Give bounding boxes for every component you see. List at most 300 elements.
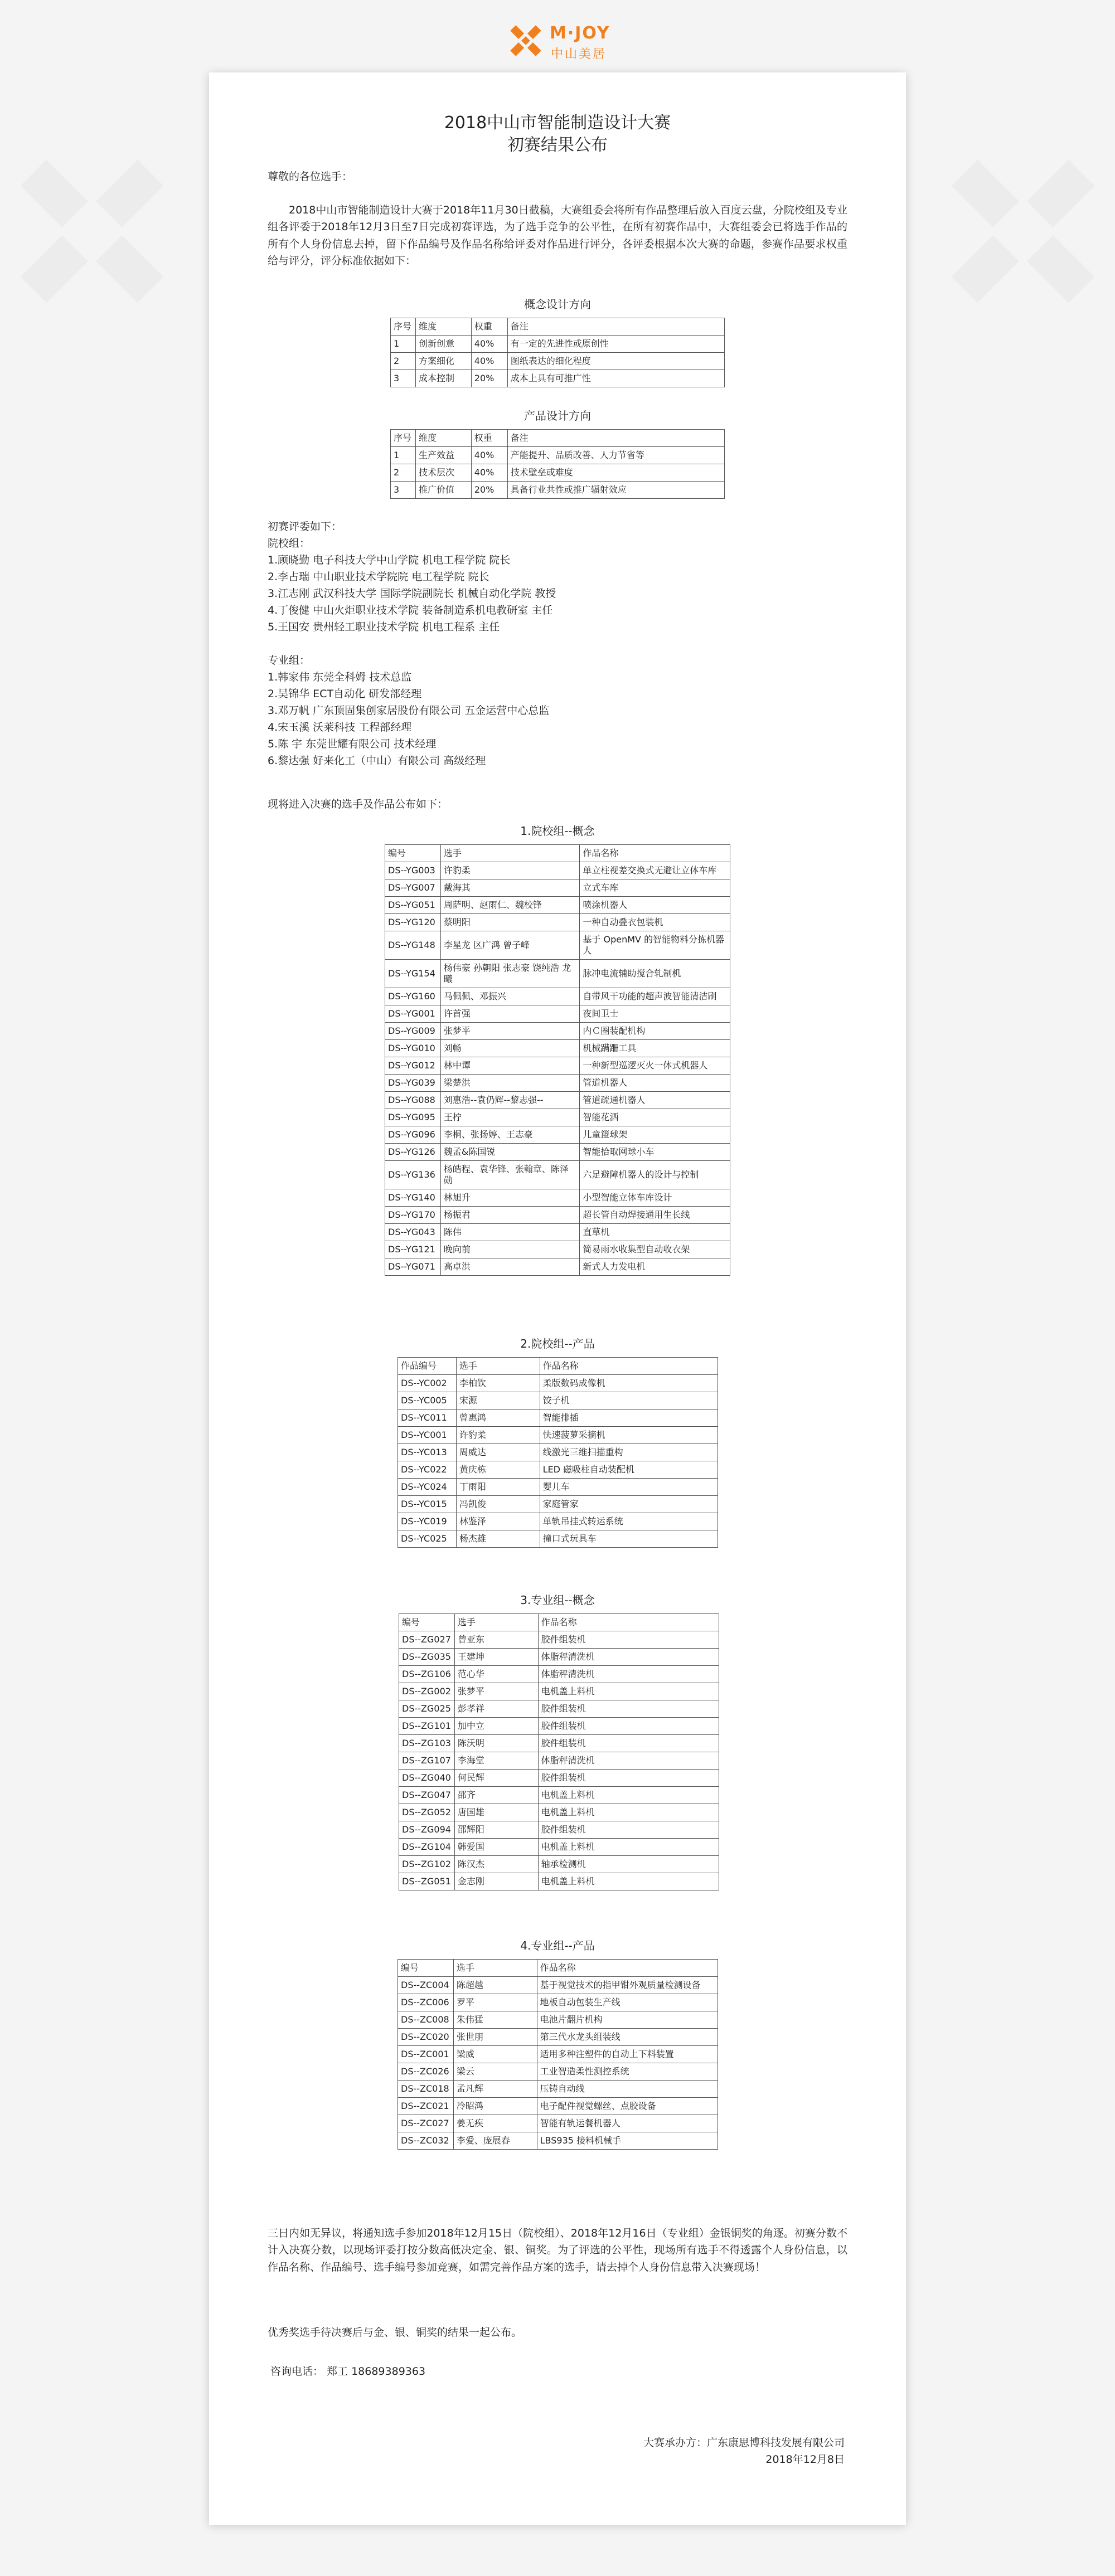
table-cell: 韩爱国 [454,1839,538,1856]
table-row [385,1040,730,1057]
table-header-cell: 作品名称 [538,1614,719,1631]
table-cell: 3 [391,482,416,499]
table-cell: 智能花洒 [580,1109,730,1126]
table-cell: 周萨明、赵雨仁、魏校锋 [440,897,580,914]
table-cell: 图纸表达的细化程度 [507,353,724,370]
table-cell: 40% [471,464,507,482]
table-cell: 冷昭鸿 [453,2098,537,2115]
table-cell: 成本控制 [415,370,471,387]
table-cell: 胶件组装机 [538,1821,719,1839]
table-cell: DS--ZG052 [399,1804,455,1821]
table-header-row [398,1358,718,1375]
finalists-intro: 现将进入决赛的选手及作品公布如下： [268,798,448,810]
table-cell: DS--ZG047 [399,1787,455,1804]
table-cell: 曾惠鸿 [456,1409,540,1427]
table-row [385,1075,730,1092]
table-cell: 林旭升 [440,1189,580,1207]
table-row [398,1461,718,1479]
table-row [398,2046,718,2063]
brand-logo[interactable] [506,21,612,66]
table-row [385,897,730,914]
section1-finalists-table [385,844,730,1276]
pro-judge-4: 4.宋玉溪 沃莱科技 工程部经理 [268,721,412,733]
table-cell: 有一定的先进性或原创性 [507,336,724,353]
table-cell: 高卓洪 [440,1258,580,1276]
pro-judge-3: 3.邓万帆 广东顶固集创家居股份有限公司 五金运营中心总监 [268,704,550,717]
table-cell: DS--ZG002 [399,1683,455,1700]
table-cell: 林鉴泽 [456,1513,540,1530]
table-cell: DS--ZG104 [399,1839,455,1856]
table-cell: 夜间卫士 [580,1005,730,1023]
table-header-cell: 作品名称 [537,1960,718,1977]
table-cell: 陈汉杰 [454,1856,538,1873]
table-cell: DS--YG043 [385,1224,441,1241]
table-cell: 儿童篮球架 [580,1126,730,1144]
table-cell: 张梦平 [440,1023,580,1040]
table-header-cell: 编号 [398,1960,454,1977]
table-cell: DS--ZG103 [399,1735,455,1752]
table-cell: DS--YG007 [385,879,441,897]
contact-phone[interactable]: 咨询电话： 郑工 18689389363 [270,2365,426,2378]
table-cell: DS--YC005 [398,1392,457,1409]
table-row [391,447,725,464]
table-cell: 2 [391,353,416,370]
table-cell: 管道疏通机器人 [580,1092,730,1109]
table-cell: 20% [471,482,507,499]
table-cell: DS--YG051 [385,897,441,914]
table-cell: 单立柱视差交换式无避让立体车库 [580,862,730,879]
table-cell: DS--YC011 [398,1409,457,1427]
table-header-row [391,430,725,447]
table-cell: 电池片翻片机构 [537,2011,718,2029]
table-cell: DS--ZG106 [399,1666,455,1683]
table-cell: DS--YC013 [398,1444,457,1461]
table-row [398,1409,718,1427]
table-row [385,914,730,931]
table-cell: 张世朋 [453,2029,537,2046]
table-cell: 范心华 [454,1666,538,1683]
table-row [398,1444,718,1461]
table-cell: DS--YG039 [385,1075,441,1092]
table-cell: DS--YC002 [398,1375,457,1392]
table-cell: 轴承检测机 [538,1856,719,1873]
table-cell: 六足避障机器人的设计与控制 [580,1161,730,1189]
table-cell: DS--YG010 [385,1040,441,1057]
section4-finalists-table [397,1959,718,2150]
table-cell: DS--YG136 [385,1161,441,1189]
table-cell: 李爱、庞展春 [453,2132,537,2150]
table-cell: 撞口式玩具车 [540,1530,718,1548]
table-cell: 快速菠萝采摘机 [540,1427,718,1444]
table-row [398,2011,718,2029]
table-header-cell: 选手 [440,845,580,862]
table-cell: 邵辉阳 [454,1821,538,1839]
table-cell: 智能排插 [540,1409,718,1427]
table-cell: 马佩佩、邓振兴 [440,988,580,1005]
table-cell: 成本上具有可推广性 [507,370,724,387]
table-header-cell: 选手 [456,1358,540,1375]
table-cell: DS--ZC008 [398,2011,454,2029]
table-cell: DS--YG096 [385,1126,441,1144]
background-watermark-right [931,139,1115,323]
table-cell: 柔版数码成像机 [540,1375,718,1392]
pro-judge-5: 5.陈 宇 东莞世耀有限公司 技术经理 [268,738,437,750]
table-cell: 第三代水龙头组装线 [537,2029,718,2046]
table-cell: 许豹柔 [440,862,580,879]
table-cell: DS--ZG102 [399,1856,455,1873]
table-row [399,1839,719,1856]
table-cell: 单轨吊挂式转运系统 [540,1513,718,1530]
product-criteria-title: 产品设计方向 [524,409,591,422]
table-header-row [391,318,725,336]
page-subtitle: 初赛结果公布 [507,135,608,155]
table-cell: 喷涂机器人 [580,897,730,914]
table-row [385,1005,730,1023]
organizer: 大赛承办方：广东康思博科技发展有限公司 [643,2437,845,2449]
table-cell: 刘惠浩--袁仍辉--黎志强-- [440,1092,580,1109]
table-cell: 李柏钦 [456,1375,540,1392]
table-cell: 脉冲电流辅助搅合轧制机 [580,960,730,988]
announcement-card [209,72,906,2525]
table-cell: 曾亚东 [454,1631,538,1649]
table-cell: 戴海其 [440,879,580,897]
table-cell: DS--ZC027 [398,2115,454,2132]
table-row [399,1787,719,1804]
table-row [391,464,725,482]
table-cell: 陈沃明 [454,1735,538,1752]
table-header-cell: 编号 [399,1614,455,1631]
table-cell: DS--YG154 [385,960,441,988]
table-cell: 技术壁垒或难度 [507,464,724,482]
table-row [385,988,730,1005]
table-cell: 杨杰雄 [456,1530,540,1548]
table-cell: 陈伟 [440,1224,580,1241]
table-cell: 电机盖上料机 [538,1804,719,1821]
table-header-row [399,1614,719,1631]
table-cell: 杨伟豪 孙朝阳 张志豪 饶纯浩 龙曦 [440,960,580,988]
table-row [391,353,725,370]
section3-finalists-table [399,1613,719,1890]
table-header-row [385,845,730,862]
table-cell: 新式人力发电机 [580,1258,730,1276]
table-cell: 40% [471,353,507,370]
table-row [398,2063,718,2081]
table-cell: DS--YG095 [385,1109,441,1126]
table-cell: 加中立 [454,1718,538,1735]
table-cell: 1 [391,336,416,353]
table-cell: 基于视觉技术的指甲钳外观质量检测设备 [537,1977,718,1994]
table-cell: DS--YG148 [385,931,441,960]
section4-title: 4.专业组--产品 [520,1939,595,1952]
table-cell: 胶件组装机 [538,1770,719,1787]
table-cell: 邵齐 [454,1787,538,1804]
table-cell: 王建坤 [454,1649,538,1666]
section2-finalists-table [397,1357,718,1548]
table-cell: 一种新型巡逻灭火一体式机器人 [580,1057,730,1075]
table-cell: 姜无疾 [453,2115,537,2132]
table-row [385,1224,730,1241]
table-row [398,2098,718,2115]
table-row [385,1207,730,1224]
table-header-cell: 维度 [415,430,471,447]
table-cell: 梁云 [453,2063,537,2081]
table-cell: 电子配件视觉螺丝、点胶设备 [537,2098,718,2115]
table-row [398,2029,718,2046]
table-cell: 自带风干功能的超声波智能清洁刷 [580,988,730,1005]
table-cell: 陈超越 [453,1977,537,1994]
concept-criteria-title: 概念设计方向 [524,298,591,311]
table-cell: DS--ZC026 [398,2063,454,2081]
table-row [385,1057,730,1075]
table-row [385,862,730,879]
table-cell: 工业智造柔性测控系统 [537,2063,718,2081]
document-date: 2018年12月8日 [765,2453,845,2466]
table-cell: DS--YC019 [398,1513,457,1530]
table-cell: DS--YG012 [385,1057,441,1075]
table-cell: DS--ZG094 [399,1821,455,1839]
table-cell: 生产效益 [415,447,471,464]
table-row [385,1161,730,1189]
table-row [398,1392,718,1409]
table-cell: 孟凡辉 [453,2081,537,2098]
table-cell: 一种自动叠衣包装机 [580,914,730,931]
table-header-cell: 编号 [385,845,441,862]
table-row [399,1666,719,1683]
table-cell: 刘畅 [440,1040,580,1057]
pro-judge-1: 1.韩家伟 东莞全科姆 技术总监 [268,671,412,683]
table-row [399,1683,719,1700]
table-header-cell: 备注 [507,318,724,336]
table-cell: 超长管自动焊接通用生长线 [580,1207,730,1224]
table-cell: DS--YG009 [385,1023,441,1040]
table-cell: DS--ZG051 [399,1873,455,1890]
table-cell: DS--ZG040 [399,1770,455,1787]
table-cell: 晚向前 [440,1241,580,1258]
table-cell: 创新创意 [415,336,471,353]
table-row [398,1994,718,2011]
table-cell: 李海堂 [454,1752,538,1770]
table-header-cell: 维度 [415,318,471,336]
table-row [398,1427,718,1444]
table-cell: 机械蹒跚工具 [580,1040,730,1057]
table-cell: 杨振君 [440,1207,580,1224]
table-cell: 饺子机 [540,1392,718,1409]
table-cell: 胶件组装机 [538,1735,719,1752]
section1-title: 1.院校组--概念 [520,824,595,838]
table-cell: DS--YG121 [385,1241,441,1258]
table-cell: 金志刚 [454,1873,538,1890]
table-header-cell: 作品名称 [580,845,730,862]
page-title: 2018中山市智能制造设计大赛 [444,113,671,133]
table-cell: DS--YG003 [385,862,441,879]
pro-judges-label: 专业组： [268,654,311,667]
table-cell: DS--ZC006 [398,1994,454,2011]
table-row [399,1804,719,1821]
table-cell: 家庭管家 [540,1496,718,1513]
table-cell: 电机盖上料机 [538,1873,719,1890]
table-header-cell: 作品编号 [398,1358,457,1375]
table-cell: DS--ZC021 [398,2098,454,2115]
results-note: 优秀奖选手待决赛后与金、银、铜奖的结果一起公布。 [268,2326,522,2339]
table-cell: 许首强 [440,1005,580,1023]
table-cell: 周威达 [456,1444,540,1461]
table-row [399,1770,719,1787]
table-cell: 智能有轨运餐机器人 [537,2115,718,2132]
table-row [399,1631,719,1649]
table-cell: LBS935 接料机械手 [537,2132,718,2150]
table-cell: DS--ZG107 [399,1752,455,1770]
table-row [399,1735,719,1752]
table-cell: 电机盖上料机 [538,1839,719,1856]
table-cell: 2 [391,464,416,482]
table-cell: DS--YG071 [385,1258,441,1276]
table-row [385,1241,730,1258]
table-cell: 婴儿车 [540,1479,718,1496]
table-cell: 魏孟&陈国锐 [440,1144,580,1161]
table-cell: DS--YG170 [385,1207,441,1224]
table-row [399,1649,719,1666]
table-row [385,1189,730,1207]
table-row [385,1109,730,1126]
table-row [385,1144,730,1161]
table-cell: 丁雨阳 [456,1479,540,1496]
table-cell: 产能提升、品质改善、人力节省等 [507,447,724,464]
table-cell: DS--ZG101 [399,1718,455,1735]
brand-name-cn: 中山美居 [551,47,607,61]
page-header [0,21,1115,66]
brand-name-en: M·JOY [550,23,610,43]
table-cell: 体脂秤清洗机 [538,1666,719,1683]
academic-judge-4: 4.丁俊健 中山火炬职业技术学院 装备制造系机电教研室 主任 [268,604,553,616]
table-cell: 技术层次 [415,464,471,482]
table-cell: 胶件组装机 [538,1700,719,1718]
table-header-cell: 权重 [471,318,507,336]
table-header-cell: 选手 [453,1960,537,1977]
pro-judge-2: 2.吴锦华 ECT自动化 研发部经理 [268,688,422,700]
table-cell: 冯凯俊 [456,1496,540,1513]
table-row [399,1856,719,1873]
table-row [385,960,730,988]
table-row [398,1513,718,1530]
table-cell: DS--YG088 [385,1092,441,1109]
table-row [398,1530,718,1548]
greeting: 尊敬的各位选手： [268,171,353,183]
table-row [399,1700,719,1718]
table-cell: DS--YC015 [398,1496,457,1513]
table-cell: 唐国雄 [454,1804,538,1821]
table-header-cell: 序号 [391,430,416,447]
table-row [398,1375,718,1392]
table-row [391,370,725,387]
table-cell: 管道机器人 [580,1075,730,1092]
table-cell: 宋源 [456,1392,540,1409]
final-notice: 三日内如无异议，将通知选手参加2018年12月15日（院校组）、2018年12月16日（专业组）金银铜奖的角逐。初赛分数不计入决赛分数，以现场评委打按分数高低决定金、银、铜奖。为了评选的公平性，现场所有选手不得透露个人身份信息，以作品名称、作品编号、选手编号参加竞赛，如需完善作品方案的选手，请去掉个人身份信息带入决赛现场！ [268,2227,847,2273]
section2-title: 2.院校组--产品 [520,1337,595,1350]
table-row [385,1258,730,1276]
table-cell: DS--YG120 [385,914,441,931]
table-cell: DS--ZC032 [398,2132,454,2150]
table-cell: 张梦平 [454,1683,538,1700]
academic-judge-3: 3.江志刚 武汉科技大学 国际学院副院长 机械自动化学院 教授 [268,587,556,600]
table-cell: 智能拾取网球小车 [580,1144,730,1161]
table-cell: 简易雨水收集型自动收衣架 [580,1241,730,1258]
table-cell: 王柠 [440,1109,580,1126]
table-cell: DS--ZG035 [399,1649,455,1666]
table-header-row [398,1960,718,1977]
pro-judge-6: 6.黎达强 好来化工（中山）有限公司 高级经理 [268,755,486,767]
table-row [385,931,730,960]
intro-paragraph: 2018中山市智能制造设计大赛于2018年11月30日截稿，大赛组委会将所有作品整理后放入百度云盘，分院校组及专业组各评委于2018年12月3日至7日完成初赛评选，为了选手竞争的公平性，在所有初赛作品中，大赛组委会已将选手作品的所有个人身份信息去掉，留下作品编号及作品名称给评委对作品进行评分，各评委根据本次大赛的命题，参赛作品要求权重给与评分，评分标准依据如下： [268,204,847,268]
product-criteria-table [390,429,725,499]
table-cell: 许豹柔 [456,1427,540,1444]
table-cell: 蔡明阳 [440,914,580,931]
table-row [398,1479,718,1496]
table-cell: 电机盖上料机 [538,1683,719,1700]
table-row [385,879,730,897]
academic-judge-2: 2.李占瑞 中山职业技术学院院 电工程学院 院长 [268,571,489,583]
section3-title: 3.专业组--概念 [520,1593,595,1607]
table-cell: 何民辉 [454,1770,538,1787]
table-cell: 朱伟猛 [453,2011,537,2029]
table-header-cell: 选手 [454,1614,538,1631]
table-cell: DS--YG126 [385,1144,441,1161]
table-cell: 胶件组装机 [538,1631,719,1649]
table-cell: 内Ｃ圈装配机构 [580,1023,730,1040]
table-cell: 适用多种注塑件的自动上下料装置 [537,2046,718,2063]
table-cell: 直草机 [580,1224,730,1241]
table-cell: DS--YC001 [398,1427,457,1444]
table-cell: 方案细化 [415,353,471,370]
table-cell: 20% [471,370,507,387]
concept-criteria-table [390,318,725,387]
table-cell: 立式车库 [580,879,730,897]
table-row [399,1752,719,1770]
table-cell: 基于 OpenMV 的智能物料分拣机器人 [580,931,730,960]
table-cell: 具备行业共性或推广辐射效应 [507,482,724,499]
judges-intro: 初赛评委如下： [268,521,342,533]
table-row [385,1023,730,1040]
academic-judge-1: 1.顾晓勤 电子科技大学中山学院 机电工程学院 院长 [268,554,511,566]
table-cell: 体脂秤清洗机 [538,1752,719,1770]
table-cell: 3 [391,370,416,387]
table-cell: 1 [391,447,416,464]
table-cell: DS--YC022 [398,1461,457,1479]
table-cell: DS--YC024 [398,1479,457,1496]
table-cell: 40% [471,447,507,464]
table-row [398,2081,718,2098]
table-cell: DS--ZC020 [398,2029,454,2046]
table-row [399,1873,719,1890]
table-header-cell: 作品名称 [540,1358,718,1375]
table-cell: 体脂秤清洗机 [538,1649,719,1666]
table-header-cell: 备注 [507,430,724,447]
table-cell: DS--YG001 [385,1005,441,1023]
table-cell: 小型智能立体车库设计 [580,1189,730,1207]
table-cell: DS--ZG027 [399,1631,455,1649]
background-watermark-left [0,139,184,323]
academic-judge-5: 5.王国安 贵州轻工职业技术学院 机电工程系 主任 [268,621,500,633]
table-cell: DS--YG140 [385,1189,441,1207]
table-cell: DS--YG160 [385,988,441,1005]
table-cell: 梁威 [453,2046,537,2063]
table-cell: DS--YC025 [398,1530,457,1548]
table-cell: 林中谭 [440,1057,580,1075]
table-cell: DS--ZC018 [398,2081,454,2098]
table-cell: LED 磁吸柱自动装配机 [540,1461,718,1479]
table-header-cell: 权重 [471,430,507,447]
table-cell: 梁楚洪 [440,1075,580,1092]
table-cell: 杨皓程、袁华锋、张翰章、陈泽勋 [440,1161,580,1189]
